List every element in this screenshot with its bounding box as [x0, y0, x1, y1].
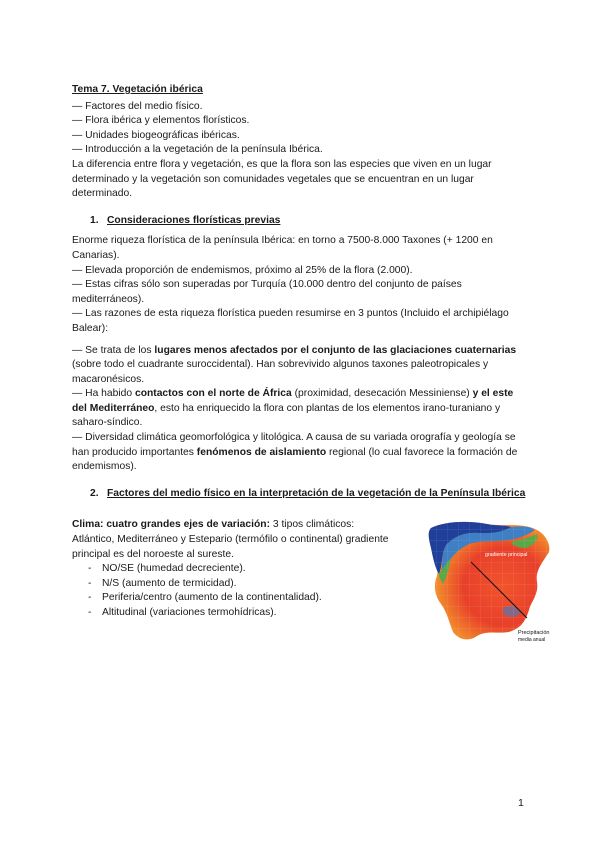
map-legend-label: Precipitación — [518, 630, 550, 636]
page-number: 1 — [518, 797, 524, 809]
section-2-heading — [72, 487, 528, 502]
document-title: Tema 7. Vegetación ibérica — [72, 84, 203, 95]
intro-item: — Introducción a la vegetación de la península Ibérica. — [72, 144, 323, 156]
section-title: Consideraciones florísticas previas — [107, 214, 281, 226]
reason-2 — [72, 387, 528, 431]
intro-paragraph: La diferencia entre flora y vegetación, es que la flora son las especies que viven en un lugar determinado y la vegetación son comunidades vegetales que se encuentran en un lugar determinado. — [72, 158, 492, 200]
gradient-label: gradiente principal — [485, 552, 528, 558]
bold-text: y el este del Mediterráneo — [72, 388, 514, 414]
text: — Ha habido — [72, 388, 135, 400]
intro-item: — Factores del medio físico. — [72, 100, 203, 112]
section-1-heading — [72, 214, 528, 229]
section-number: 1. — [90, 214, 99, 226]
bold-text: Clima: cuatro grandes ejes de variación: — [72, 519, 270, 531]
text: regional (lo cual favorece la formación de endemismos). — [72, 446, 518, 473]
list-item: - NO/SE (humedad decreciente). — [88, 563, 246, 575]
paragraph: — Las razones de esta riqueza florística pueden resumirse en 3 puntos (Incluido el archipiélago Balear): — [72, 308, 509, 334]
intro-item: — Flora ibérica y elementos florísticos. — [72, 115, 250, 127]
precipitation-map-image — [425, 518, 557, 652]
text: (sobre todo el cuadrante suroccidental). Han sobrevivido algunos taxones paleotropicales y macaronésicos. — [72, 359, 489, 385]
bold-text: fenómenos de aislamiento — [196, 446, 327, 458]
bold-text: contactos con el norte de África — [134, 388, 292, 400]
list-item: - Periferia/centro (aumento de la continentalidad). — [88, 592, 322, 604]
section-number: 2. — [90, 487, 99, 499]
list-item: - N/S (aumento de termicidad). — [88, 577, 237, 589]
reason-1 — [72, 344, 528, 388]
text: (proximidad, desecación Messiniense) — [291, 388, 473, 400]
map-legend-label: media anual — [518, 637, 546, 643]
paragraph: — Elevada proporción de endemismos, próximo al 25% de la flora (2.000). — [72, 264, 413, 276]
section-title: Factores del medio físico en la interpretación de la vegetación de la Península Ibérica — [107, 487, 526, 499]
text: , esto ha enriquecido la flora con plantas de los elementos irano-turaniano y saharo-síndico. — [72, 402, 501, 429]
text: 3 tipos climáticos: Atlántico, Mediterráneo y Estepario (termófilo o continental) gradiente principal es del noroeste al sureste. — [72, 519, 389, 560]
paragraph: — Estas cifras sólo son superadas por Turquía (10.000 dentro del conjunto de países mediterráneos). — [72, 279, 462, 305]
clima-paragraph — [72, 518, 397, 562]
text: — Diversidad climática geomorfológica y litológica. A causa de su variada orografía y geología se han producido importantes — [72, 432, 516, 458]
paragraph: Enorme riqueza florística de la península Ibérica: en torno a 7500-8.000 Taxones (+ 1200 en Canarias). — [72, 235, 493, 261]
reason-3 — [72, 431, 528, 475]
list-item: - Altitudinal (variaciones termohídricas). — [88, 607, 277, 618]
intro-list — [72, 100, 528, 158]
text: — Se trata de los — [72, 344, 155, 356]
intro-item: — Unidades biogeográficas ibéricas. — [72, 129, 240, 141]
bold-text: lugares menos afectados por el conjunto de las glaciaciones cuaternarias — [154, 344, 517, 356]
